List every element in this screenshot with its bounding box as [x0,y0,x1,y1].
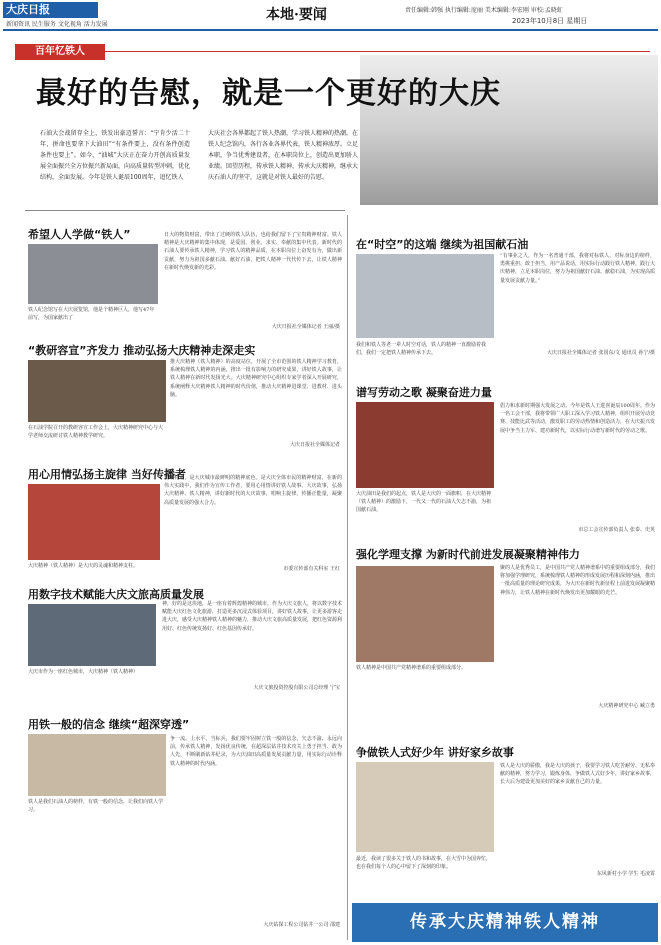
logo-subtitle: 新闻资讯 民生服务 文化视角 活力发展 [6,21,108,28]
story-body: 神，好的是这块地，是一座有着辉煌精神的城市。作为大庆文旅人，将以数字技术赋能大庆红色文化旅游，打造更多沉浸式体验项目，讲好铁人故事，让更多游客走进大庆，感受大庆精神铁人精神的魅力，推动大庆文旅高质量发展，把红色资源利用好、红色传统发扬好、红色基因传承好。 [162,601,342,632]
story-title: 强化学理支撑 为新时代前进发展凝聚精神伟力 [356,548,580,561]
feature-intro-right: 大庆社会各界都起了铁人热潮，学习铁人精神的热潮。在铁人纪念馆内，各行各业各界代表，铁人精神浓厚。立足本职，争当优秀建设者，在本职岗位上，创造出更加骄人业绩。回望历程，传承铁人精神，传承大庆精神，继承大庆石油人的坚守，这就是对铁人最好的告慰。 [208,130,359,181]
photo-caption: 大庆精神（铁人精神）是大庆的灵魂和精神支柱。 [28,563,139,569]
story-body: 倡力和求新时期强大发展之动。今年是铁人王进喜诞辰100周年。作为一名工会干部，我将带领广大职工深入学习铁人精神，组织开展劳动竞赛、技能比武等活动，激发职工的劳动热情和创造活力，在大庆振兴发展中争当主力军、建功新时代，以实际行动谱写新时代的劳动之歌。 [500,403,655,434]
feature-headline: 最好的告慰，就是一个更好的大庆 [36,76,501,111]
story-body: 日大的物资财富，带出了过硬的铁人队伍，也给我们留下了宝贵精神财富。铁人精神是大庆精神的集中体现，是爱国、创业、求实、奉献的集中代表。新时代的石油人要传承铁人精神，学习铁人的精神品质，在本职岗位上奋发有为，做出新贡献，努力为祖国多献石油、献好石油，把铁人精神一代代传下去，让铁人精神在新时代焕发新的光彩。 [164,232,342,271]
story-body: 推大庆精神（铁人精神）的高度站位，开展了全市范围的铁人精神学习教育，系统梳理铁人精神的内涵，推出一批有影响力的研究成果，讲好铁人故事，让铁人精神在新时代发扬光大。大庆精神研究中心组织专家学者深入开展研究，系统阐释大庆精神铁人精神的时代价值，推动大庆精神进课堂、进教材、进头脑。 [170,359,342,398]
story-byline: 大庆日报社全媒体记者 [289,442,340,448]
story-title: “教研容宣”齐发力 推动弘扬大庆精神走深走实 [28,344,256,357]
story-byline: 东风新村小学 学生 毛凌霄 [596,871,655,877]
story-byline: 大庆文旅投资控股有限公司总经理 宁宝 [253,685,340,691]
column-divider [347,215,348,940]
story-photo [356,402,494,488]
feature-intro-left: 石油大会战留存全上，铁发出豪迈誓言：“宁肯少活二十年，拼命也要拿下大油田”“有条件要上，没有条件创造条件也要上”。如今，“油城”大庆正在奋力开创高质量发展全面振兴全方位振兴新局面，向高质量转型冲刺，优化结构，全面发展。今年是铁人诞辰100周年，追忆铁人 [40,130,191,181]
photo-caption: 铁人精神是中国共产党精神谱系的重要组成部分。 [356,665,467,671]
story-title: 用数字技术赋能大庆文旅高质量发展 [28,588,204,601]
photo-caption: 铁人纪念馆写在大庆展览馆，他是个精神巨人，他写47年前写，为国家献出了 [28,307,155,321]
story-photo [356,566,494,662]
story-photo [28,734,166,796]
section-title: 本地·要闻 [266,7,327,23]
section-divider [25,210,345,211]
story-photo [28,604,156,666]
story-title: 用铁一般的信念 继续“超深穿透” [28,718,190,731]
story-byline: 大庆日报社全媒体记者 张国东/文 通讯员 孙宁/摄 [546,350,655,356]
issue-date: 2023年10月8日 星期日 [512,17,588,25]
story-title: 在“时空”的这端 继续为祖国献石油 [356,238,529,251]
story-photo [28,244,158,304]
story-title: 争做铁人式好少年 讲好家乡故事 [356,746,514,759]
story-title: 用心用情弘扬主旋律 当好传播者 [28,468,186,481]
footer-banner: 传承大庆精神铁人精神 [352,903,658,942]
story-byline: 大庆钻探工程公司钻井一公司 邵建 [263,922,340,928]
story-body: 铁人是大庆的骄傲，我是大庆的孩子，我要学习铁人吃苦耐劳、无私奉献的精神，努力学习，锻炼身体，争做铁人式好少年，讲好家乡故事，长大后为建设更加美好的家乡贡献自己的力量。 [500,763,655,786]
story-body: 争一流、上水平、当标兵，我们要牢固树立铁一般的信念，矢志不渝、永远向前，传承铁人精神，发扬优良传统，在超深层钻井技术攻关上勇于担当、敢为人先，不断刷新钻井纪录，为大庆油田高质量发展贡献力量，用实际行动诠释铁人精神的时代内涵。 [170,736,342,767]
photo-caption: 大庆油田是我们的起点，铁人是大庆的一面旗帜，在大庆精神（铁人精神）的激励下，一代又一代的石油人矢志不渝，为祖国献石油。 [356,491,492,513]
story-photo [356,762,494,852]
tag-rule [105,51,650,52]
story-photo [28,360,166,422]
story-byline: 市总工会宣传部负责人 张泰、史英 [578,527,655,533]
story-byline: 大庆精神研究中心 臧立勇 [598,703,655,709]
photo-caption: 在石油学院召开的教研容宣工作会上，大庆精神研究中心与大学老师交流研讨铁人精神教学研究。 [28,425,164,439]
photo-caption: 我们和铁人等老一辈人时空对话，铁人的精神一直激励着我们，我们一定把铁人精神传承下去。 [356,342,487,356]
story-title: 希望人人学做“铁人” [28,228,131,241]
editor-credits: 责任编辑:韩强 执行编辑:庞丽 美术编辑:李宏刚 审校:孟晓虹 [405,7,563,14]
column-tag: 百年忆铁人 [15,44,105,60]
photo-caption: 最近，我读了很多关于铁人的书和故事，在大雪中为国奔忙，也在我们每个人的心中留下了深刻的印象。 [356,856,492,870]
header-divider [3,29,658,31]
story-photo [28,484,160,560]
photo-caption: 大庆市作为一座红色城市，大庆精神（铁人精神） [28,669,139,675]
story-photo [356,254,494,338]
story-body: 果编特别，是大庆城市最鲜明的精神底色。是大庆全体市民的精神财富，在新的伟大实践中，我们作为宣传工作者，要用心用情讲好铁人故事、大庆故事，弘扬大庆精神、铁人精神，讲好新时代的大庆故事，唱响主旋律，传播正能量，凝聚高质量发展的强大合力。 [164,475,342,506]
newspaper-logo: 大庆日报 [3,2,98,18]
story-title: 谱写劳动之歌 凝聚奋进力量 [356,386,492,399]
story-body: “有事业之人，作为一名普通干部，我将对标铁人，对标身边的榜样，勇挑重担、敢于担当，用产品说话，用实际行动践行铁人精神，践行大庆精神，立足本职岗位，努力为祖国献好石油、献稳石油，为实现高质量发展贡献力量。” [500,253,655,284]
story-byline: 大庆日报社全媒体记者 王丽/摄 [271,324,340,330]
photo-caption: 铁人是我们石油人的榜样，有铁一般的信念，让我们向铁人学习。 [28,799,164,813]
story-body: 聚的人是优秀员工，是中国共产党人精神谱系中的重要组成部分，我们将加强学理研究，系统梳理铁人精神的形成发展历程和深刻内涵，推出一批高质量的理论研究成果，为大庆在新时代新征程上前进发展凝聚精神伟力，让铁人精神在新时代焕发出更加耀眼的光芒。 [500,565,655,596]
story-byline: 市委宣传部有关科室 王红 [283,566,340,572]
